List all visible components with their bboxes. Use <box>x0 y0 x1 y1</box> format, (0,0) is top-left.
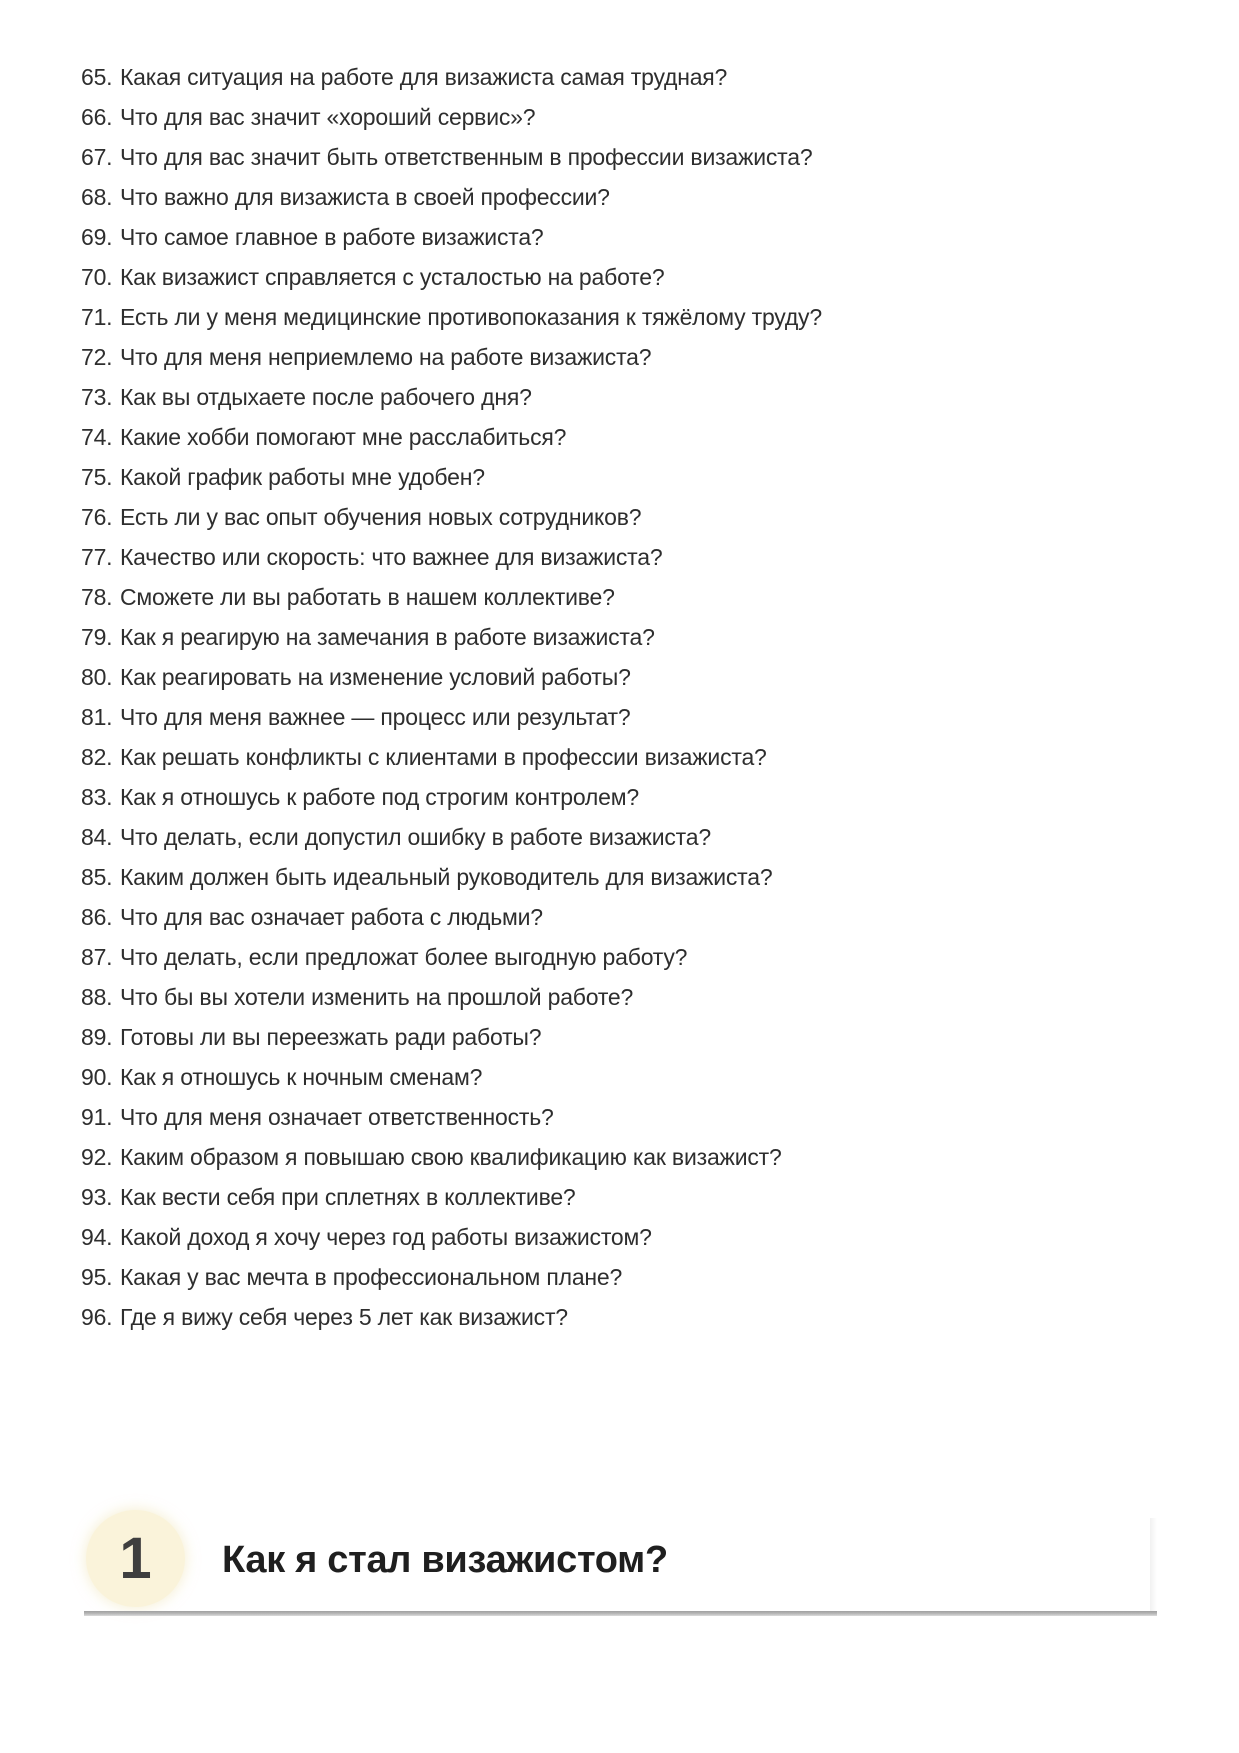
question-number: 82. <box>81 744 113 770</box>
question-number: 91. <box>81 1104 113 1130</box>
question-number: 73. <box>81 384 113 410</box>
question-text: Каким должен быть идеальный руководитель для визажиста? <box>119 864 773 890</box>
question-text: Сможете ли вы работать в нашем коллективе? <box>119 584 615 610</box>
question-text: Какая ситуация на работе для визажиста самая трудная? <box>119 64 728 90</box>
question-text: Какая у вас мечта в профессиональном плане? <box>119 1264 623 1290</box>
question-number: 76. <box>81 504 113 530</box>
question-text: Что для вас значит «хороший сервис»? <box>119 104 536 130</box>
question-number: 71. <box>81 304 113 330</box>
question-number: 70. <box>81 264 113 290</box>
question-item <box>81 1217 822 1257</box>
question-number: 81. <box>81 704 113 730</box>
question-item <box>81 217 822 257</box>
question-item <box>81 1137 822 1177</box>
question-number: 78. <box>81 584 113 610</box>
question-number: 69. <box>81 224 113 250</box>
question-item <box>81 1257 822 1297</box>
question-number: 90. <box>81 1064 113 1090</box>
chapter-number-badge <box>86 1510 185 1607</box>
question-number: 84. <box>81 824 113 850</box>
question-text: Где я вижу себя через 5 лет как визажист? <box>119 1304 568 1330</box>
question-text: Есть ли у вас опыт обучения новых сотрудников? <box>119 504 642 530</box>
question-text: Какой график работы мне удобен? <box>119 464 485 490</box>
question-text: Что делать, если предложат более выгодную работу? <box>119 944 688 970</box>
question-number: 67. <box>81 144 113 170</box>
question-item <box>81 377 822 417</box>
question-text: Что для меня неприемлемо на работе визажиста? <box>119 344 652 370</box>
question-item <box>81 737 822 777</box>
question-item <box>81 1177 822 1217</box>
question-item <box>81 817 822 857</box>
question-text: Каким образом я повышаю свою квалификацию как визажист? <box>119 1144 782 1170</box>
question-number: 93. <box>81 1184 113 1210</box>
question-text: Качество или скорость: что важнее для визажиста? <box>119 544 663 570</box>
question-number: 80. <box>81 664 113 690</box>
page-edge-shadow <box>1150 1518 1157 1612</box>
question-item <box>81 897 822 937</box>
question-number: 94. <box>81 1224 113 1250</box>
question-text: Что бы вы хотели изменить на прошлой работе? <box>119 984 634 1010</box>
question-text: Как решать конфликты с клиентами в профессии визажиста? <box>119 744 767 770</box>
question-item <box>81 697 822 737</box>
question-text: Что для вас означает работа с людьми? <box>119 904 543 930</box>
question-number: 92. <box>81 1144 113 1170</box>
question-number: 88. <box>81 984 113 1010</box>
question-item <box>81 617 822 657</box>
question-item <box>81 1057 822 1097</box>
question-item <box>81 337 822 377</box>
question-item <box>81 977 822 1017</box>
question-number: 89. <box>81 1024 113 1050</box>
question-number: 87. <box>81 944 113 970</box>
question-text: Что самое главное в работе визажиста? <box>119 224 544 250</box>
question-text: Что для меня означает ответственность? <box>119 1104 554 1130</box>
question-text: Какой доход я хочу через год работы визажистом? <box>119 1224 652 1250</box>
question-number: 66. <box>81 104 113 130</box>
question-item <box>81 97 822 137</box>
question-number: 68. <box>81 184 113 210</box>
question-item <box>81 137 822 177</box>
question-item <box>81 417 822 457</box>
question-number: 95. <box>81 1264 113 1290</box>
question-number: 83. <box>81 784 113 810</box>
question-text: Готовы ли вы переезжать ради работы? <box>119 1024 542 1050</box>
question-text: Какие хобби помогают мне расслабиться? <box>119 424 567 450</box>
question-number: 96. <box>81 1304 113 1330</box>
question-item <box>81 297 822 337</box>
question-item <box>81 497 822 537</box>
question-item <box>81 577 822 617</box>
question-text: Что важно для визажиста в своей профессии? <box>119 184 610 210</box>
question-item <box>81 177 822 217</box>
question-item <box>81 57 822 97</box>
question-text: Что делать, если допустил ошибку в работе визажиста? <box>119 824 711 850</box>
question-text: Что для меня важнее — процесс или результат? <box>119 704 631 730</box>
question-number: 79. <box>81 624 113 650</box>
question-item <box>81 537 822 577</box>
question-text: Есть ли у меня медицинские противопоказания к тяжёлому труду? <box>119 304 822 330</box>
question-number: 65. <box>81 64 113 90</box>
question-number: 86. <box>81 904 113 930</box>
question-item <box>81 937 822 977</box>
question-number: 72. <box>81 344 113 370</box>
section-divider <box>84 1611 1157 1616</box>
chapter-number: 1 <box>119 1525 152 1591</box>
question-number: 74. <box>81 424 113 450</box>
question-list <box>81 57 822 1337</box>
question-text: Как я реагирую на замечания в работе визажиста? <box>119 624 655 650</box>
question-item <box>81 657 822 697</box>
question-number: 75. <box>81 464 113 490</box>
question-item <box>81 1297 822 1337</box>
question-item <box>81 457 822 497</box>
question-text: Как вы отдыхаете после рабочего дня? <box>119 384 532 410</box>
question-text: Как я отношусь к ночным сменам? <box>119 1064 483 1090</box>
question-number: 85. <box>81 864 113 890</box>
question-item <box>81 257 822 297</box>
question-text: Как вести себя при сплетнях в коллективе? <box>119 1184 576 1210</box>
question-text: Как реагировать на изменение условий работы? <box>119 664 631 690</box>
question-text: Как я отношусь к работе под строгим контролем? <box>119 784 639 810</box>
question-item <box>81 1017 822 1057</box>
question-number: 77. <box>81 544 113 570</box>
question-text: Как визажист справляется с усталостью на работе? <box>119 264 665 290</box>
chapter-title: Как я стал визажистом? <box>222 1539 668 1581</box>
question-item <box>81 857 822 897</box>
question-text: Что для вас значит быть ответственным в профессии визажиста? <box>119 144 813 170</box>
question-item <box>81 777 822 817</box>
question-item <box>81 1097 822 1137</box>
